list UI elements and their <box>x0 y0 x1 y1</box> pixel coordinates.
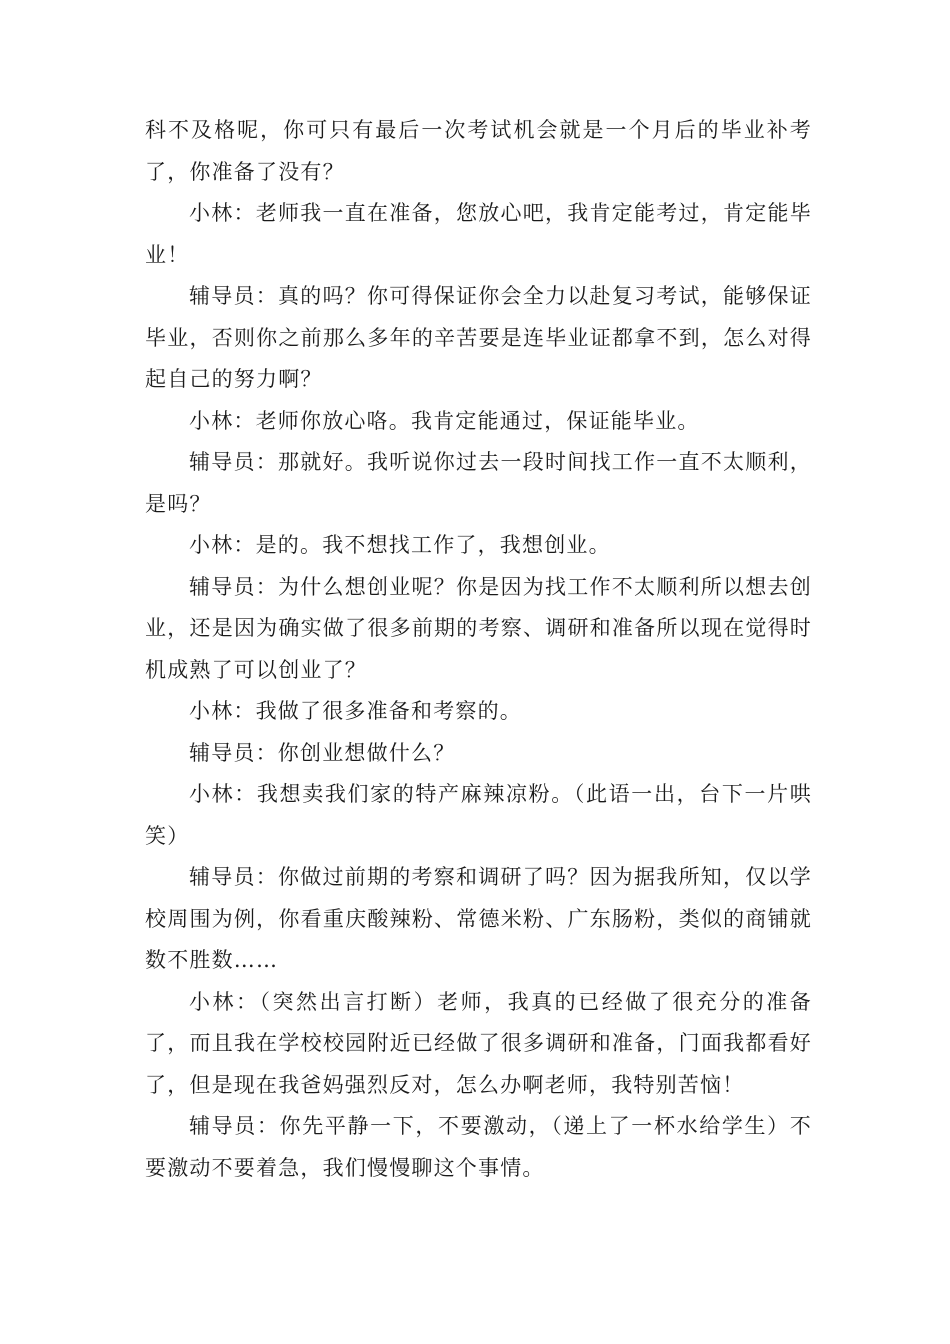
dialogue-xiaolin-2: 小林：老师你放心咯。我肯定能通过，保证能毕业。 <box>189 408 700 433</box>
dialogue-xiaolin-5: 小林：我想卖我们家的特产麻辣凉粉。（此语一出，台下一片哄笑） <box>145 782 812 848</box>
dialogue-counselor-4: 辅导员：你创业想做什么？ <box>189 740 456 765</box>
dialogue-xiaolin-3: 小林：是的。我不想找工作了，我想创业。 <box>189 533 611 557</box>
dialogue-xiaolin-6: 小林：（突然出言打断）老师，我真的已经做了很充分的准备了，而且我在学校校园附近已经做了很多调研和准备，门面我都看好了，但是现在我爸妈强烈反对，怎么办啊老师，我特别苦恼！ <box>145 989 812 1097</box>
document-body <box>145 110 812 1189</box>
dialogue-counselor-3: 辅导员：为什么想创业呢？你是因为找工作不太顺利所以想去创业，还是因为确实做了很多前期的考察、调研和准备所以现在觉得时机成熟了可以创业了？ <box>145 574 812 682</box>
dialogue-counselor-2: 辅导员：那就好。我听说你过去一段时间找工作一直不太顺利，是吗？ <box>145 450 812 516</box>
dialogue-counselor-5: 辅导员：你做过前期的考察和调研了吗？因为据我所知，仅以学校周围为例，你看重庆酸辣粉、常德米粉、广东肠粉，类似的商铺就数不胜数…… <box>145 865 812 972</box>
paragraph-continuation: 科不及格呢，你可只有最后一次考试机会就是一个月后的毕业补考了，你准备了没有？ <box>145 118 812 184</box>
dialogue-counselor-1: 辅导员：真的吗？你可得保证你会全力以赴复习考试，能够保证毕业，否则你之前那么多年的辛苦要是连毕业证都拿不到，怎么对得起自己的努力啊？ <box>145 284 812 391</box>
dialogue-xiaolin-1: 小林：老师我一直在准备，您放心吧，我肯定能考过，肯定能毕业！ <box>145 201 812 267</box>
dialogue-xiaolin-4: 小林：我做了很多准备和考察的。 <box>189 699 522 723</box>
dialogue-counselor-6: 辅导员：你先平静一下，不要激动，（递上了一杯水给学生）不要激动不要着急，我们慢慢聊这个事情。 <box>145 1114 812 1180</box>
